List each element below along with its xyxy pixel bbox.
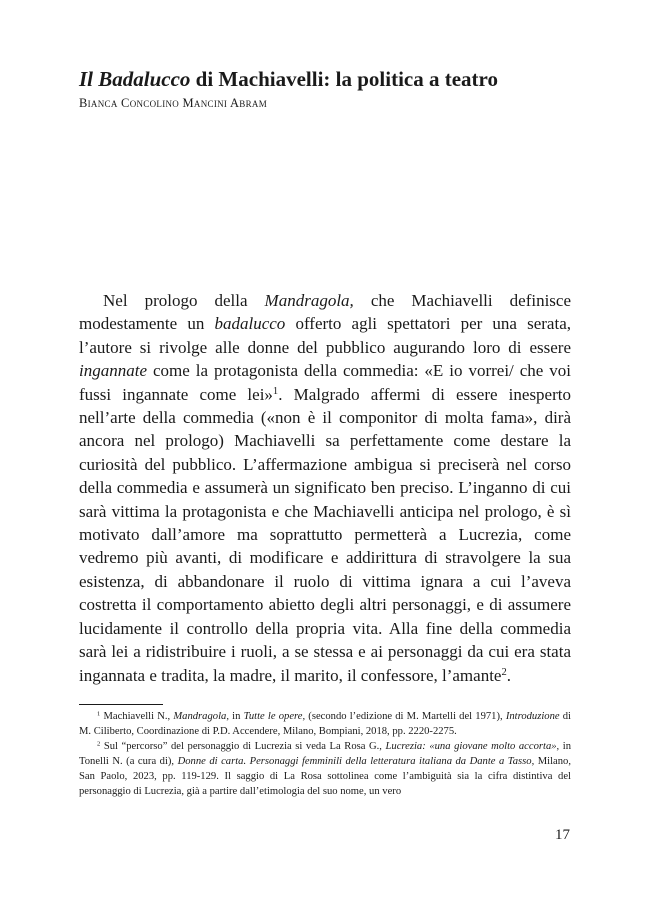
text-run: in Tonelli N. (a cura di), xyxy=(79,741,572,767)
footnote-number: 1 xyxy=(97,710,101,718)
italic-ingannate: ingannate xyxy=(79,361,147,381)
italic-mandragola: Mandragola, xyxy=(264,291,354,310)
paragraph xyxy=(79,289,571,687)
italic-run: Mandragola, xyxy=(173,711,229,722)
title-rest: di Machiavelli: la politica a teatro xyxy=(190,67,498,91)
text-run: come la protagonista della commedia: «E io vorrei/ che voi fussi ingannate come lei» xyxy=(79,361,571,404)
italic-run: Donne di carta. Personaggi femminili della letteratura italiana da Dante a Tasso, xyxy=(177,756,535,767)
italic-run: Introduzione xyxy=(505,711,560,722)
text-run: . Malgrado affermi di essere inesperto nell’arte della commedia («non è il componitor di molta fama», dirà ancora nel prologo) Machiavelli sa perfettamente come destare la curiosità del pubblico. L’affermazione ambigua si preciserà nel corso della commedia e assumerà un significato ben preciso. L’inganno di cui sarà vittima la protagonista e che Machiavelli anticipa nel prologo, è sì motivato dall’amore ma soprattutto permetterà a Lucrezia, come vedremo più avanti, di modificare e addirittura di stravolgere la sua esistenza, di abbandonare il ruolo di vittima ignara a cui l’aveva costretta il comportamento abietto degli altri personaggi, e di assumere lucidamente il controllo della propria vita. Alla fine della commedia sarà lei a ridistribuire i ruoli, a se stessa e ai personaggi da cui era stata ingannata e tradita, la madre, il marito, il confessore, l’amante xyxy=(79,384,571,685)
footnote-separator xyxy=(79,704,163,705)
footnotes xyxy=(79,709,571,799)
text-run: offerto agli spettatori per una serata, l’autore si rivolge alle donne del pubblico augurando loro di essere xyxy=(79,314,571,357)
italic-run: Tutte le opere, xyxy=(243,711,306,722)
footnote-2 xyxy=(79,739,571,799)
text-run: . xyxy=(506,665,511,685)
page-number: 17 xyxy=(555,827,570,843)
title-italic: Il Badalucco xyxy=(79,67,191,91)
italic-badalucco: badalucco xyxy=(214,314,286,334)
footnote-1 xyxy=(79,709,571,739)
footnote-ref-2[interactable]: 2 xyxy=(501,666,507,678)
text-run: Sul “percorso” del personaggio di Lucrezia si veda La Rosa G., xyxy=(100,741,386,752)
text-run: (secondo l’edizione di M. Martelli del 1971), xyxy=(305,711,506,722)
body-text xyxy=(79,289,571,687)
text-run: di M. Ciliberto, Coordinazione di P.D. Accendere, Milano, Bompiani, 2018, pp. 2220-2275. xyxy=(79,711,571,737)
text-run: Machiavelli N., xyxy=(100,711,174,722)
article-title xyxy=(79,66,579,92)
footnote-ref-1[interactable]: 1 xyxy=(272,385,279,397)
text-run: Milano, San Paolo, 2023, pp. 119-129. Il saggio di La Rosa sottolinea come l’ambiguità sia la cifra distintiva del personaggio di Lucrezia, già a partire dall’etimologia del suo nome, un vero xyxy=(79,756,571,797)
text-run: Nel prologo della xyxy=(103,291,265,310)
footnote-number: 2 xyxy=(97,740,101,748)
text-run: che Machiavelli definisce modestamente un xyxy=(79,291,572,334)
article-author: Bianca Concolino Mancini Abram xyxy=(79,96,267,110)
text-run: in xyxy=(228,711,244,722)
italic-run: Lucrezia: «una giovane molto accorta», xyxy=(385,741,560,752)
